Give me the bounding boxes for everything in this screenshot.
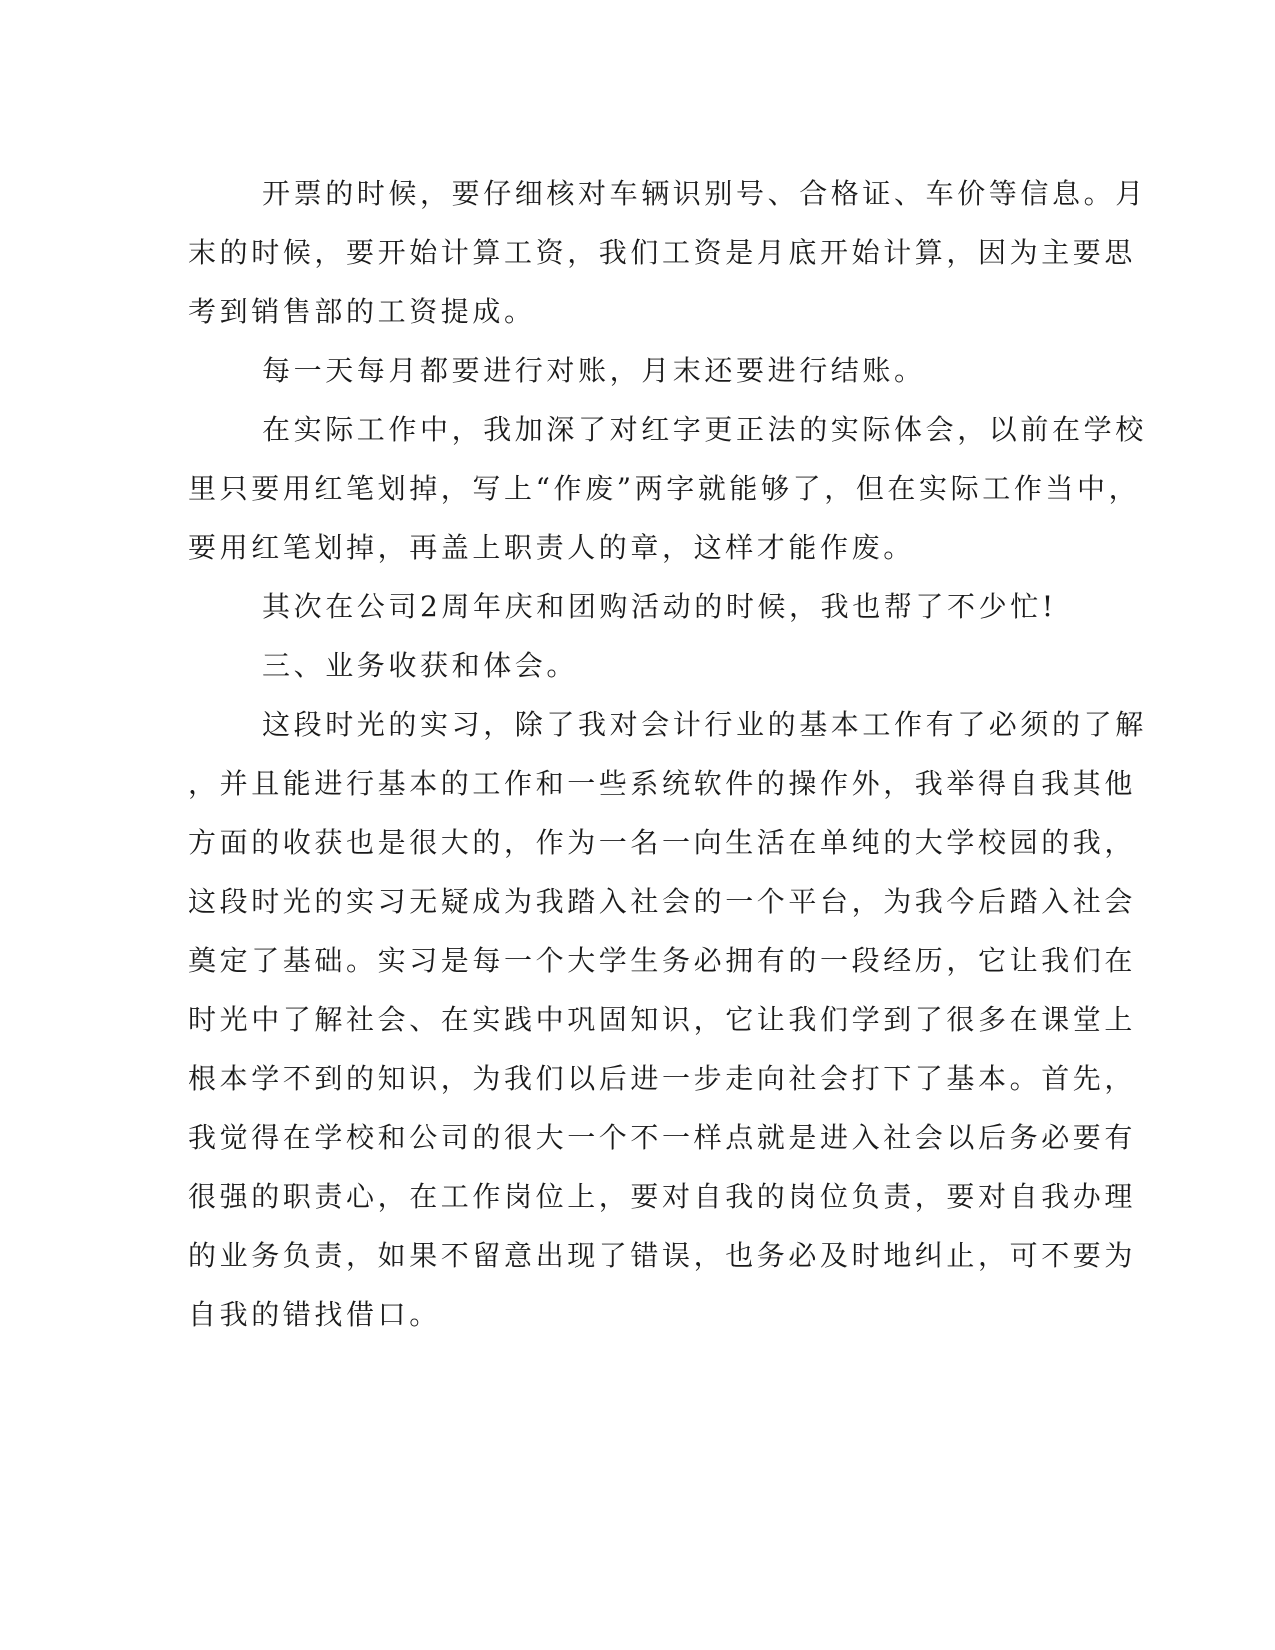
paragraph-line: 根本学不到的知识，为我们以后进一步走向社会打下了基本。首先， <box>188 1062 1137 1095</box>
paragraph-line: 这段时光的实习无疑成为我踏入社会的一个平台，为我今后踏入社会 <box>188 885 1137 918</box>
paragraph-line: 考到销售部的工资提成。 <box>188 295 536 328</box>
paragraph-line: 方面的收获也是很大的，作为一名一向生活在单纯的大学校园的我， <box>188 826 1137 859</box>
paragraph-line: 的业务负责，如果不留意出现了错误，也务必及时地纠止，可不要为 <box>188 1239 1137 1272</box>
paragraph-line: 在实际工作中，我加深了对红字更正法的实际体会，以前在学校 <box>262 413 1147 446</box>
section-heading: 三、业务收获和体会。 <box>262 649 579 682</box>
paragraph-line: 末的时候，要开始计算工资，我们工资是月底开始计算，因为主要思 <box>188 236 1137 269</box>
paragraph-line: 时光中了解社会、在实践中巩固知识，它让我们学到了很多在课堂上 <box>188 1003 1137 1036</box>
body-text <box>188 164 1147 1344</box>
paragraph-line: 奠定了基础。实习是每一个大学生务必拥有的一段经历，它让我们在 <box>188 944 1137 977</box>
paragraph-line: 很强的职责心，在工作岗位上，要对自我的岗位负责，要对自我办理 <box>188 1180 1137 1213</box>
paragraph-line: 我觉得在学校和公司的很大一个不一样点就是进入社会以后务必要有 <box>188 1121 1137 1154</box>
paragraph-line: 里只要用红笔划掉，写上“作废”两字就能够了，但在实际工作当中， <box>188 472 1141 505</box>
paragraph-line: ，并且能进行基本的工作和一些系统软件的操作外，我举得自我其他 <box>188 767 1137 800</box>
paragraph-line: 这段时光的实习，除了我对会计行业的基本工作有了必须的了解 <box>262 708 1147 741</box>
paragraph-line: 自我的错找借口。 <box>188 1298 441 1331</box>
paragraph-line: 其次在公司2周年庆和团购活动的时候，我也帮了不少忙! <box>262 590 1057 623</box>
paragraph-line: 每一天每月都要进行对账，月末还要进行结账。 <box>262 354 926 387</box>
paragraph-line: 要用红笔划掉，再盖上职责人的章，这样才能作废。 <box>188 531 915 564</box>
paragraph-line: 开票的时候，要仔细核对车辆识别号、合格证、车价等信息。月 <box>262 177 1147 210</box>
